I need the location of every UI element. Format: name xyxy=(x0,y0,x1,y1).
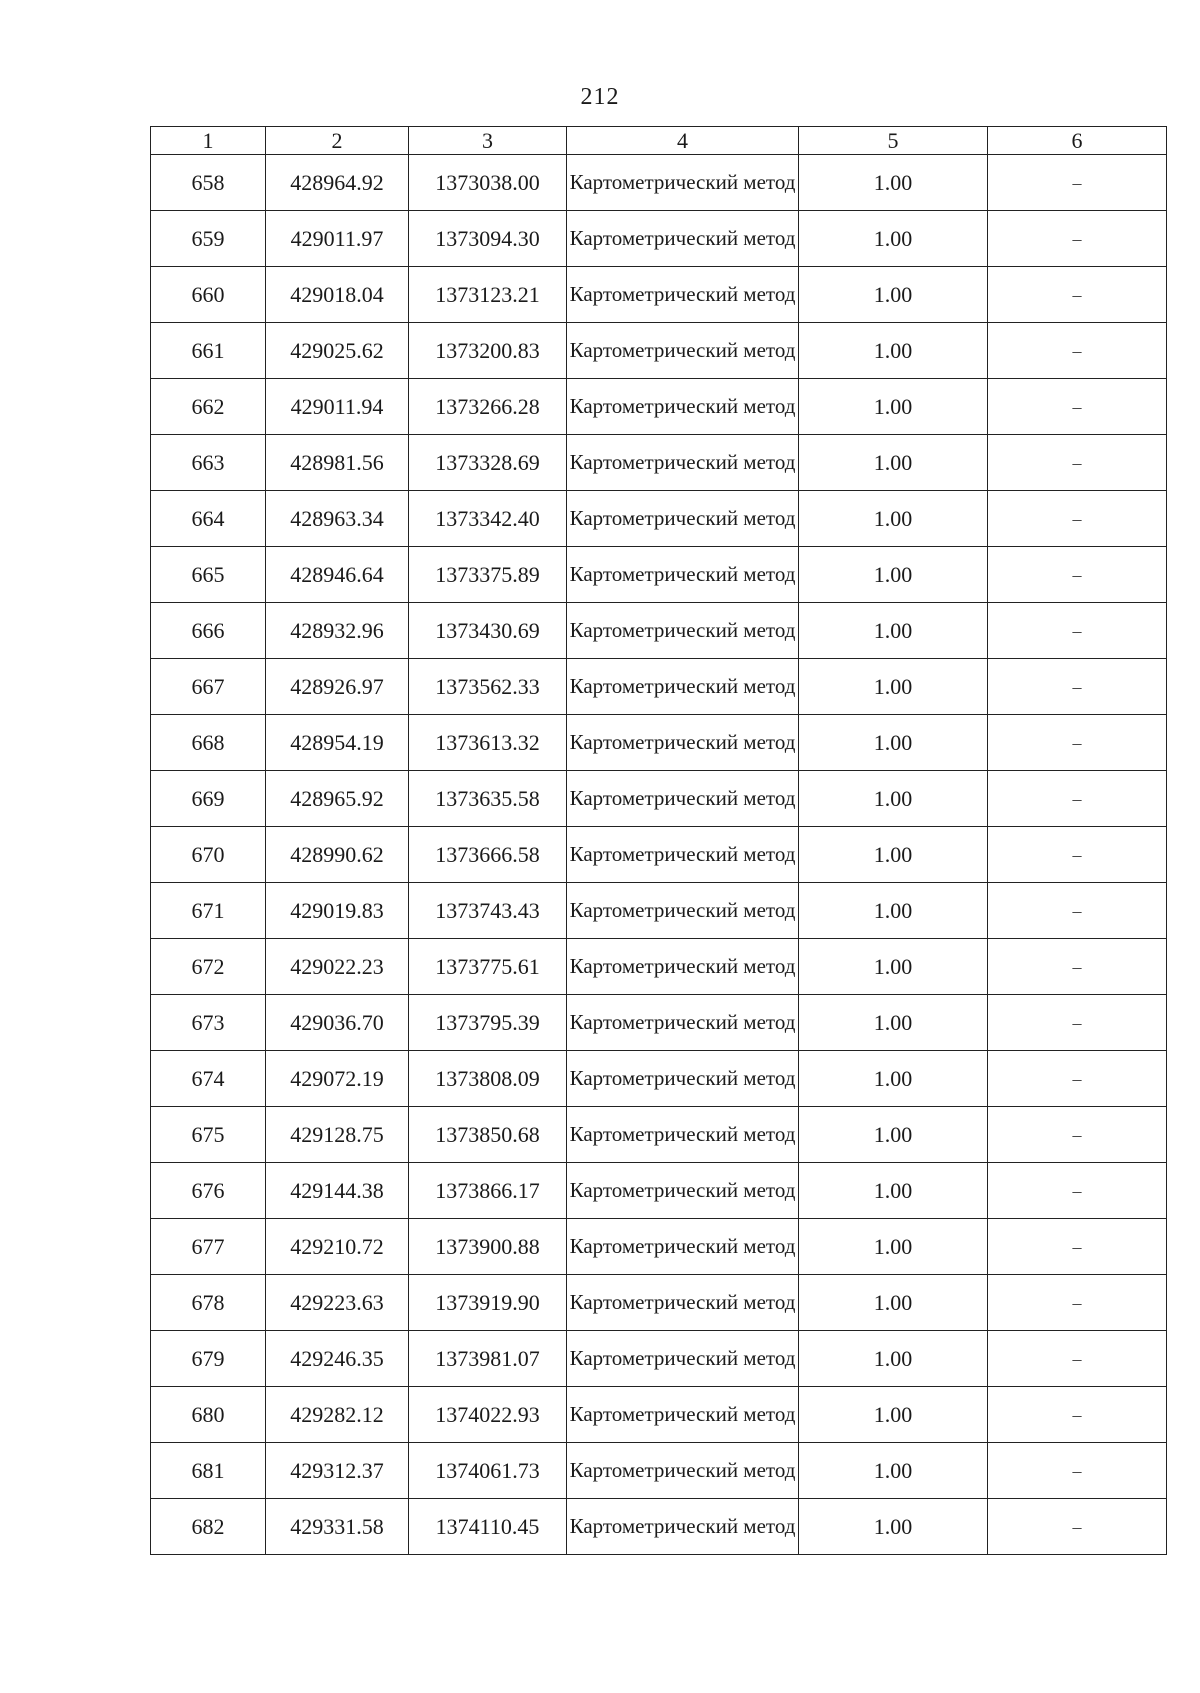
x-coordinate-cell: 429144.38 xyxy=(266,1163,409,1219)
table-row xyxy=(151,155,1167,211)
table-row xyxy=(151,547,1167,603)
note-cell: – xyxy=(988,435,1167,491)
table-row xyxy=(151,771,1167,827)
method-cell: Картометрический метод xyxy=(567,435,799,491)
note-cell: – xyxy=(988,1163,1167,1219)
x-coordinate-cell: 428965.92 xyxy=(266,771,409,827)
method-cell: Картометрический метод xyxy=(567,1275,799,1331)
point-number-cell: 665 xyxy=(151,547,266,603)
accuracy-cell: 1.00 xyxy=(799,1051,988,1107)
accuracy-cell: 1.00 xyxy=(799,1499,988,1555)
accuracy-cell: 1.00 xyxy=(799,659,988,715)
y-coordinate-cell: 1373266.28 xyxy=(409,379,567,435)
table-row xyxy=(151,1275,1167,1331)
x-coordinate-cell: 429282.12 xyxy=(266,1387,409,1443)
accuracy-cell: 1.00 xyxy=(799,547,988,603)
point-number-cell: 672 xyxy=(151,939,266,995)
accuracy-cell: 1.00 xyxy=(799,435,988,491)
accuracy-cell: 1.00 xyxy=(799,1275,988,1331)
y-coordinate-cell: 1373981.07 xyxy=(409,1331,567,1387)
accuracy-cell: 1.00 xyxy=(799,995,988,1051)
accuracy-cell: 1.00 xyxy=(799,267,988,323)
table-row xyxy=(151,715,1167,771)
point-number-cell: 658 xyxy=(151,155,266,211)
column-header-1: 1 xyxy=(151,127,266,155)
y-coordinate-cell: 1373635.58 xyxy=(409,771,567,827)
note-cell: – xyxy=(988,715,1167,771)
method-cell: Картометрический метод xyxy=(567,1163,799,1219)
accuracy-cell: 1.00 xyxy=(799,1387,988,1443)
y-coordinate-cell: 1373613.32 xyxy=(409,715,567,771)
x-coordinate-cell: 429312.37 xyxy=(266,1443,409,1499)
table-row xyxy=(151,211,1167,267)
table-header-row xyxy=(151,127,1167,155)
accuracy-cell: 1.00 xyxy=(799,379,988,435)
method-cell: Картометрический метод xyxy=(567,659,799,715)
note-cell: – xyxy=(988,267,1167,323)
method-cell: Картометрический метод xyxy=(567,1107,799,1163)
x-coordinate-cell: 429018.04 xyxy=(266,267,409,323)
x-coordinate-cell: 429011.97 xyxy=(266,211,409,267)
method-cell: Картометрический метод xyxy=(567,1331,799,1387)
note-cell: – xyxy=(988,995,1167,1051)
accuracy-cell: 1.00 xyxy=(799,211,988,267)
table-row xyxy=(151,379,1167,435)
y-coordinate-cell: 1373850.68 xyxy=(409,1107,567,1163)
note-cell: – xyxy=(988,1499,1167,1555)
y-coordinate-cell: 1373123.21 xyxy=(409,267,567,323)
table-row xyxy=(151,1163,1167,1219)
method-cell: Картометрический метод xyxy=(567,771,799,827)
note-cell: – xyxy=(988,323,1167,379)
x-coordinate-cell: 428926.97 xyxy=(266,659,409,715)
point-number-cell: 667 xyxy=(151,659,266,715)
accuracy-cell: 1.00 xyxy=(799,1331,988,1387)
coordinates-table xyxy=(150,126,1167,1555)
point-number-cell: 675 xyxy=(151,1107,266,1163)
table-row xyxy=(151,1499,1167,1555)
note-cell: – xyxy=(988,771,1167,827)
x-coordinate-cell: 428990.62 xyxy=(266,827,409,883)
point-number-cell: 676 xyxy=(151,1163,266,1219)
note-cell: – xyxy=(988,1387,1167,1443)
note-cell: – xyxy=(988,1443,1167,1499)
note-cell: – xyxy=(988,883,1167,939)
note-cell: – xyxy=(988,603,1167,659)
y-coordinate-cell: 1373430.69 xyxy=(409,603,567,659)
accuracy-cell: 1.00 xyxy=(799,1163,988,1219)
point-number-cell: 678 xyxy=(151,1275,266,1331)
x-coordinate-cell: 428932.96 xyxy=(266,603,409,659)
x-coordinate-cell: 429019.83 xyxy=(266,883,409,939)
table-row xyxy=(151,995,1167,1051)
note-cell: – xyxy=(988,547,1167,603)
table-row xyxy=(151,939,1167,995)
accuracy-cell: 1.00 xyxy=(799,939,988,995)
y-coordinate-cell: 1373328.69 xyxy=(409,435,567,491)
y-coordinate-cell: 1373666.58 xyxy=(409,827,567,883)
accuracy-cell: 1.00 xyxy=(799,715,988,771)
point-number-cell: 666 xyxy=(151,603,266,659)
x-coordinate-cell: 429022.23 xyxy=(266,939,409,995)
x-coordinate-cell: 429072.19 xyxy=(266,1051,409,1107)
method-cell: Картометрический метод xyxy=(567,1051,799,1107)
column-header-3: 3 xyxy=(409,127,567,155)
y-coordinate-cell: 1373342.40 xyxy=(409,491,567,547)
table-row xyxy=(151,883,1167,939)
method-cell: Картометрический метод xyxy=(567,155,799,211)
accuracy-cell: 1.00 xyxy=(799,1443,988,1499)
note-cell: – xyxy=(988,1107,1167,1163)
method-cell: Картометрический метод xyxy=(567,323,799,379)
x-coordinate-cell: 429011.94 xyxy=(266,379,409,435)
point-number-cell: 674 xyxy=(151,1051,266,1107)
column-header-5: 5 xyxy=(799,127,988,155)
point-number-cell: 664 xyxy=(151,491,266,547)
column-header-2: 2 xyxy=(266,127,409,155)
table-row xyxy=(151,1051,1167,1107)
method-cell: Картометрический метод xyxy=(567,267,799,323)
accuracy-cell: 1.00 xyxy=(799,1219,988,1275)
point-number-cell: 680 xyxy=(151,1387,266,1443)
note-cell: – xyxy=(988,1219,1167,1275)
table-row xyxy=(151,603,1167,659)
method-cell: Картометрический метод xyxy=(567,211,799,267)
y-coordinate-cell: 1373808.09 xyxy=(409,1051,567,1107)
note-cell: – xyxy=(988,1331,1167,1387)
y-coordinate-cell: 1373094.30 xyxy=(409,211,567,267)
method-cell: Картометрический метод xyxy=(567,1499,799,1555)
y-coordinate-cell: 1373562.33 xyxy=(409,659,567,715)
y-coordinate-cell: 1373743.43 xyxy=(409,883,567,939)
accuracy-cell: 1.00 xyxy=(799,603,988,659)
accuracy-cell: 1.00 xyxy=(799,1107,988,1163)
method-cell: Картометрический метод xyxy=(567,939,799,995)
note-cell: – xyxy=(988,491,1167,547)
accuracy-cell: 1.00 xyxy=(799,491,988,547)
note-cell: – xyxy=(988,939,1167,995)
y-coordinate-cell: 1374110.45 xyxy=(409,1499,567,1555)
note-cell: – xyxy=(988,1275,1167,1331)
y-coordinate-cell: 1374022.93 xyxy=(409,1387,567,1443)
accuracy-cell: 1.00 xyxy=(799,771,988,827)
table-row xyxy=(151,267,1167,323)
method-cell: Картометрический метод xyxy=(567,715,799,771)
point-number-cell: 677 xyxy=(151,1219,266,1275)
x-coordinate-cell: 429025.62 xyxy=(266,323,409,379)
point-number-cell: 663 xyxy=(151,435,266,491)
x-coordinate-cell: 429128.75 xyxy=(266,1107,409,1163)
x-coordinate-cell: 428963.34 xyxy=(266,491,409,547)
method-cell: Картометрический метод xyxy=(567,379,799,435)
y-coordinate-cell: 1373866.17 xyxy=(409,1163,567,1219)
x-coordinate-cell: 429223.63 xyxy=(266,1275,409,1331)
method-cell: Картометрический метод xyxy=(567,491,799,547)
point-number-cell: 661 xyxy=(151,323,266,379)
note-cell: – xyxy=(988,155,1167,211)
method-cell: Картометрический метод xyxy=(567,995,799,1051)
table-row xyxy=(151,435,1167,491)
x-coordinate-cell: 429331.58 xyxy=(266,1499,409,1555)
method-cell: Картометрический метод xyxy=(567,1219,799,1275)
x-coordinate-cell: 429210.72 xyxy=(266,1219,409,1275)
x-coordinate-cell: 429036.70 xyxy=(266,995,409,1051)
y-coordinate-cell: 1373375.89 xyxy=(409,547,567,603)
x-coordinate-cell: 429246.35 xyxy=(266,1331,409,1387)
x-coordinate-cell: 428946.64 xyxy=(266,547,409,603)
y-coordinate-cell: 1373919.90 xyxy=(409,1275,567,1331)
accuracy-cell: 1.00 xyxy=(799,323,988,379)
note-cell: – xyxy=(988,211,1167,267)
point-number-cell: 682 xyxy=(151,1499,266,1555)
table-row xyxy=(151,1107,1167,1163)
table-row xyxy=(151,1219,1167,1275)
coordinates-table-container xyxy=(150,126,1166,1555)
point-number-cell: 668 xyxy=(151,715,266,771)
method-cell: Картометрический метод xyxy=(567,1387,799,1443)
accuracy-cell: 1.00 xyxy=(799,827,988,883)
column-header-4: 4 xyxy=(567,127,799,155)
table-row xyxy=(151,659,1167,715)
table-row xyxy=(151,827,1167,883)
x-coordinate-cell: 428964.92 xyxy=(266,155,409,211)
point-number-cell: 662 xyxy=(151,379,266,435)
point-number-cell: 670 xyxy=(151,827,266,883)
table-row xyxy=(151,323,1167,379)
point-number-cell: 671 xyxy=(151,883,266,939)
note-cell: – xyxy=(988,379,1167,435)
table-row xyxy=(151,1331,1167,1387)
point-number-cell: 659 xyxy=(151,211,266,267)
table-row xyxy=(151,1387,1167,1443)
table-row xyxy=(151,1443,1167,1499)
point-number-cell: 673 xyxy=(151,995,266,1051)
y-coordinate-cell: 1373200.83 xyxy=(409,323,567,379)
y-coordinate-cell: 1373775.61 xyxy=(409,939,567,995)
method-cell: Картометрический метод xyxy=(567,603,799,659)
page-number: 212 xyxy=(580,84,620,110)
note-cell: – xyxy=(988,659,1167,715)
method-cell: Картометрический метод xyxy=(567,883,799,939)
y-coordinate-cell: 1373900.88 xyxy=(409,1219,567,1275)
table-body xyxy=(151,155,1167,1555)
table-row xyxy=(151,491,1167,547)
method-cell: Картометрический метод xyxy=(567,1443,799,1499)
point-number-cell: 681 xyxy=(151,1443,266,1499)
point-number-cell: 660 xyxy=(151,267,266,323)
point-number-cell: 669 xyxy=(151,771,266,827)
y-coordinate-cell: 1373038.00 xyxy=(409,155,567,211)
method-cell: Картометрический метод xyxy=(567,827,799,883)
method-cell: Картометрический метод xyxy=(567,547,799,603)
accuracy-cell: 1.00 xyxy=(799,155,988,211)
accuracy-cell: 1.00 xyxy=(799,883,988,939)
point-number-cell: 679 xyxy=(151,1331,266,1387)
x-coordinate-cell: 428981.56 xyxy=(266,435,409,491)
y-coordinate-cell: 1374061.73 xyxy=(409,1443,567,1499)
note-cell: – xyxy=(988,827,1167,883)
y-coordinate-cell: 1373795.39 xyxy=(409,995,567,1051)
x-coordinate-cell: 428954.19 xyxy=(266,715,409,771)
column-header-6: 6 xyxy=(988,127,1167,155)
note-cell: – xyxy=(988,1051,1167,1107)
